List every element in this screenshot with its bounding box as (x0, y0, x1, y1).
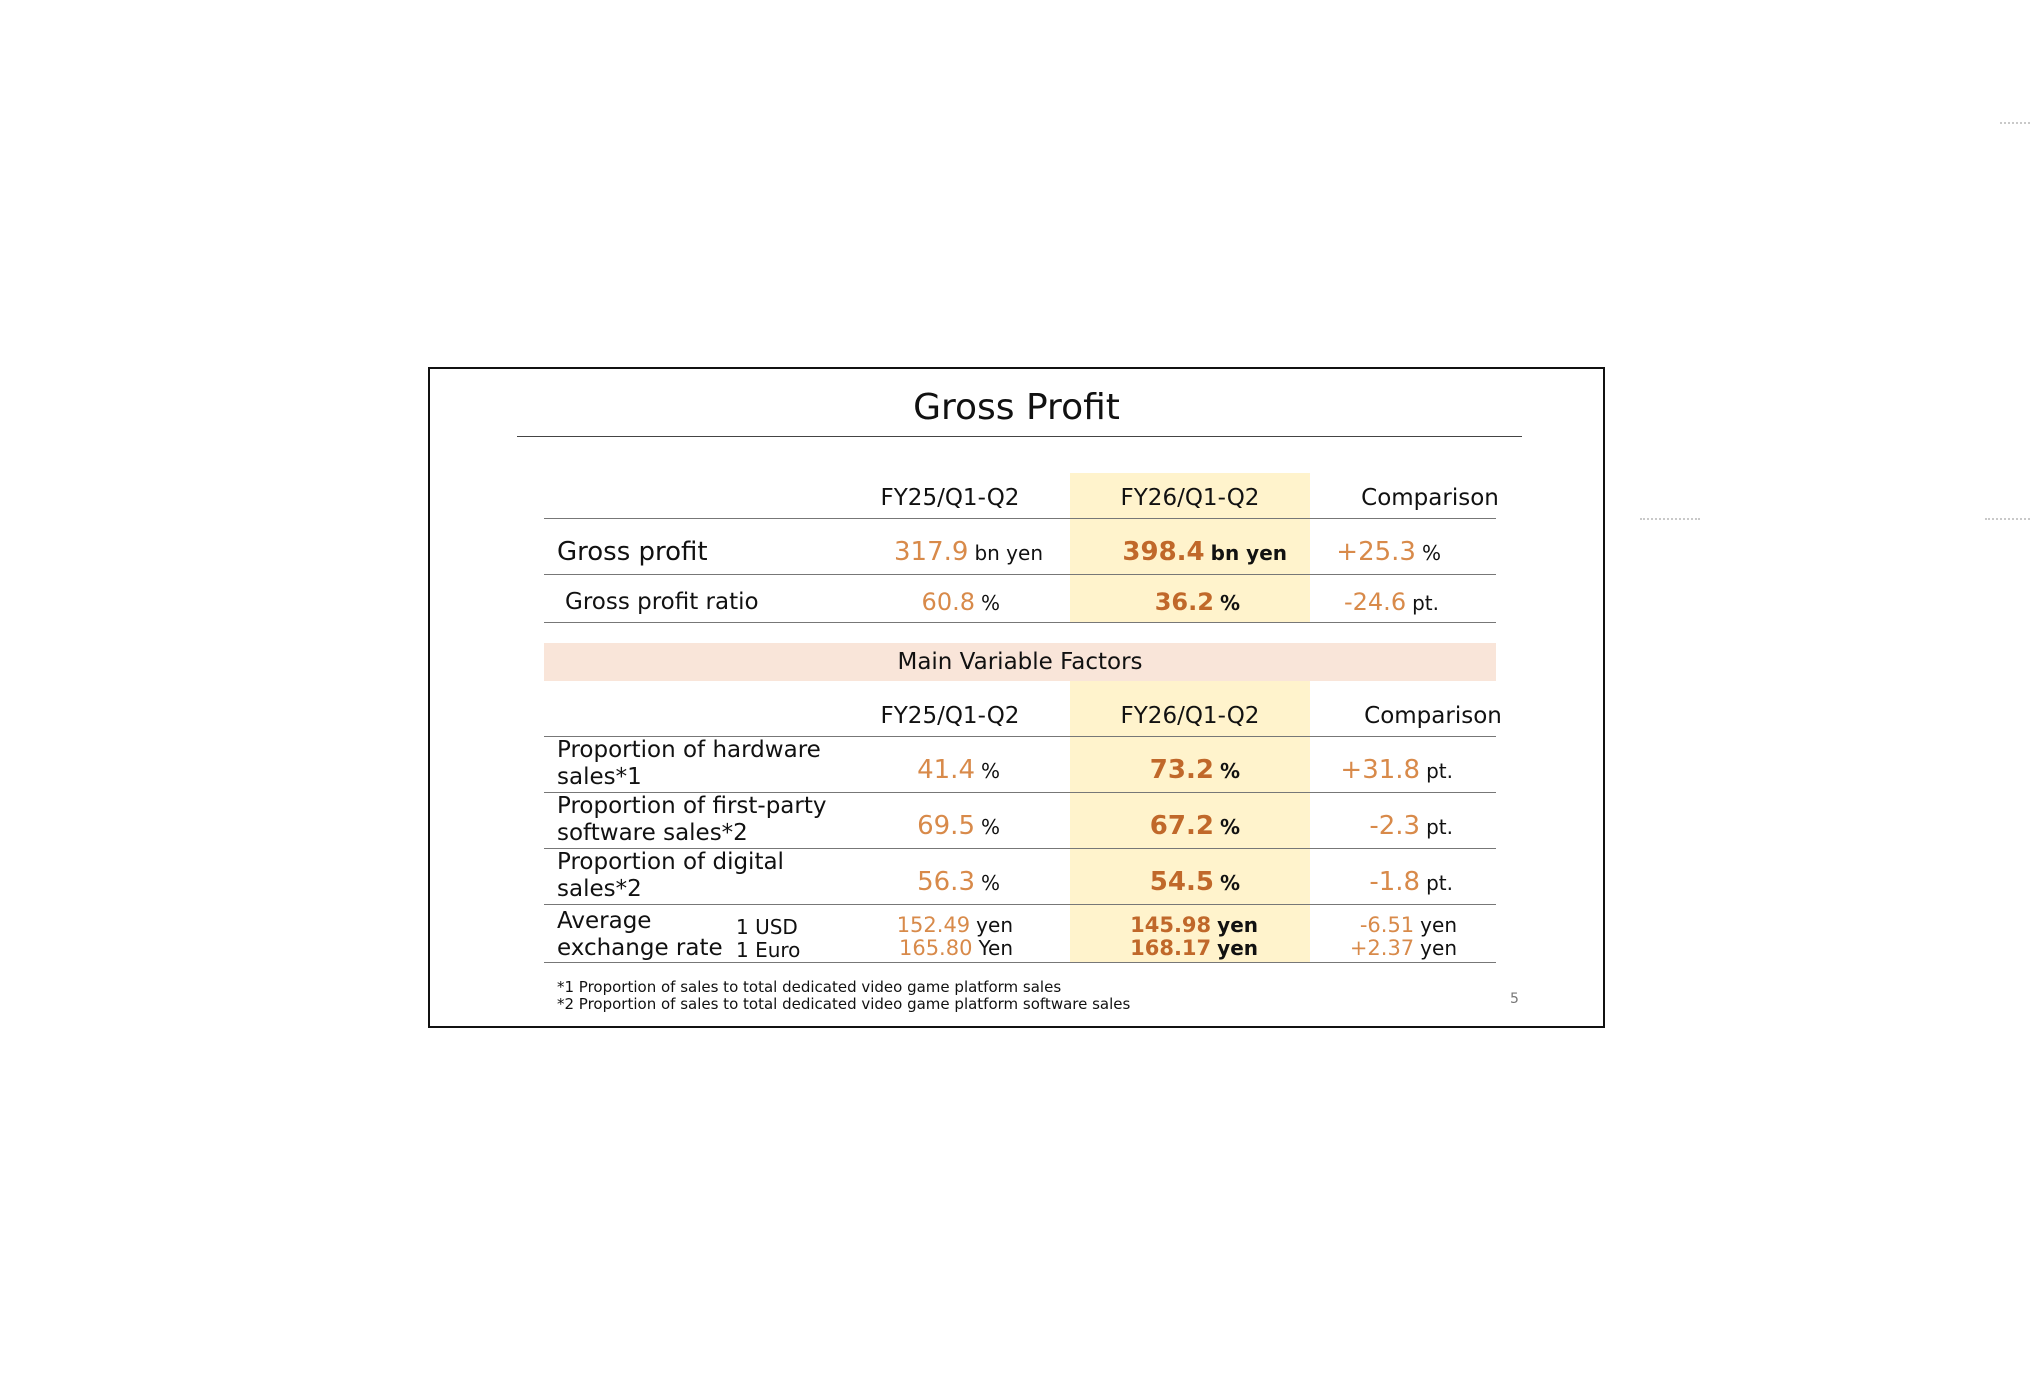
footnote-2: *2 Proportion of sales to total dedicated video game platform software sales (557, 995, 1131, 1013)
factor-digital-fy25: 56.3 % (917, 867, 1000, 897)
factor-label-hardware: Proportion of hardware sales*1 (557, 737, 821, 790)
guide-mark (1640, 518, 1700, 520)
factor-hardware-comparison: +31.8 pt. (1340, 755, 1453, 785)
gross-profit-comparison: +25.3 % (1336, 537, 1441, 567)
gross-profit-ratio-fy26: 36.2 % (1154, 588, 1240, 616)
factor-first-party-fy25: 69.5 % (917, 811, 1000, 841)
footnote-1: *1 Proportion of sales to total dedicated video game platform sales (557, 978, 1062, 996)
row-divider (544, 518, 1496, 519)
gross-profit-label: Gross profit (557, 537, 708, 567)
guide-mark (1985, 518, 2030, 520)
factors-section-header: Main Variable Factors (544, 643, 1496, 681)
slide (428, 367, 1605, 1028)
column-header-comparison: Comparison (1361, 485, 1499, 511)
factors-header-fy26: FY26/Q1-Q2 (1120, 703, 1260, 729)
guide-mark (2000, 122, 2030, 124)
row-divider (544, 622, 1496, 623)
column-header-fy25: FY25/Q1-Q2 (880, 485, 1020, 511)
row-divider (544, 574, 1496, 575)
row-divider (544, 962, 1496, 963)
factor-label-first-party: Proportion of first-party software sales*2 (557, 793, 827, 846)
factor-digital-comparison: -1.8 pt. (1369, 867, 1453, 897)
currency-labels: 1 USD 1 Euro (736, 915, 801, 962)
factor-hardware-fy26: 73.2 % (1149, 755, 1240, 785)
page-number: 5 (1510, 991, 1519, 1007)
factor-label-digital: Proportion of digital sales*2 (557, 849, 784, 902)
factors-header-comparison: Comparison (1364, 703, 1502, 729)
factor-hardware-fy25: 41.4 % (917, 755, 1000, 785)
exchange-rate-label: Average exchange rate (557, 908, 723, 961)
row-divider (544, 904, 1496, 905)
factor-first-party-fy26: 67.2 % (1149, 811, 1240, 841)
factors-header-fy25: FY25/Q1-Q2 (880, 703, 1020, 729)
gross-profit-ratio-label: Gross profit ratio (565, 589, 759, 615)
gross-profit-fy25: 317.9 bn yen (894, 537, 1043, 567)
gross-profit-fy26: 398.4 bn yen (1122, 537, 1287, 567)
factor-first-party-comparison: -2.3 pt. (1369, 811, 1453, 841)
column-header-fy26: FY26/Q1-Q2 (1120, 485, 1260, 511)
title-divider (517, 436, 1522, 437)
exchange-comparison: -6.51 yen +2.37 yen (1349, 913, 1457, 960)
gross-profit-ratio-comparison: -24.6 pt. (1343, 588, 1439, 616)
page-title: Gross Profit (913, 387, 1120, 428)
exchange-fy26: 145.98 yen 168.17 yen (1130, 913, 1258, 960)
exchange-fy25: 152.49 yen 165.80 Yen (896, 913, 1013, 960)
factor-digital-fy26: 54.5 % (1149, 867, 1240, 897)
gross-profit-ratio-fy25: 60.8 % (921, 588, 1000, 616)
